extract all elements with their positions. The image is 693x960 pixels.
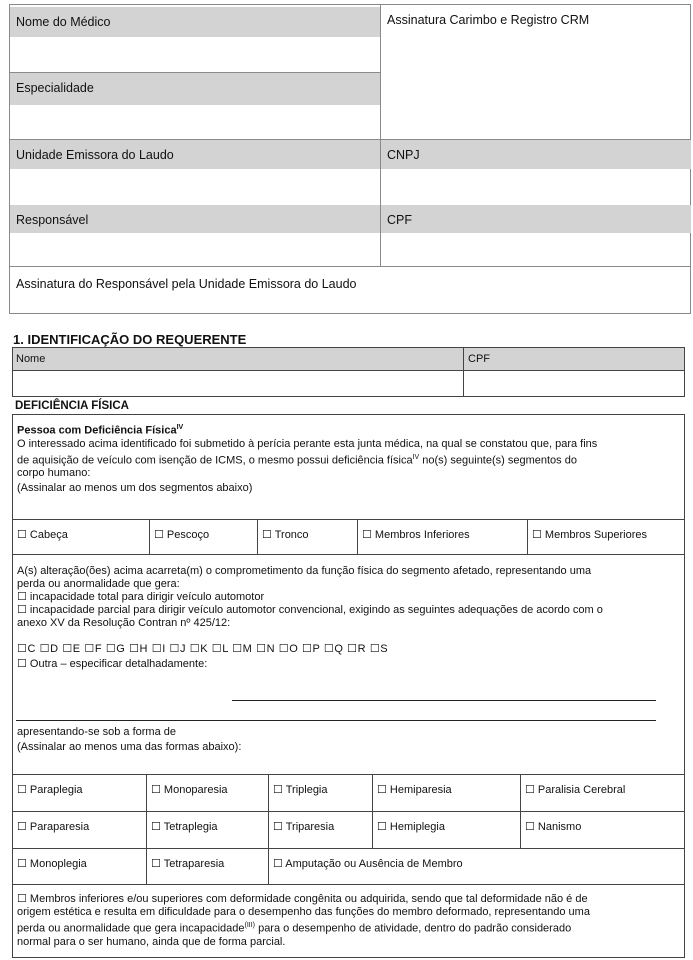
forma-triplegia[interactable]: ☐ Triplegia bbox=[268, 775, 372, 811]
forma-paralisia-cerebral[interactable]: ☐ Paralisia Cerebral bbox=[520, 775, 684, 811]
adequacoes-options[interactable]: ☐C ☐D ☐E ☐F ☐G ☐H ☐I ☐J ☐K ☐L ☐M ☐N ☐O ☐P ☐Q ☐R ☐S bbox=[17, 643, 389, 655]
nome-label: Nome bbox=[16, 353, 46, 365]
nome-label-row bbox=[13, 348, 463, 370]
cnpj-label: CNPJ bbox=[387, 148, 420, 162]
membros-option[interactable]: ☐ Membros inferiores e/ou superiores com deformidade congênita ou adquirida, sendo que tal deformidade não é de bbox=[17, 893, 588, 905]
requerente-table bbox=[12, 347, 685, 397]
segmentos-row bbox=[13, 519, 684, 555]
assinalar-formas: (Assinalar ao menos uma das formas abaixo): bbox=[17, 741, 242, 753]
forma-monoplegia[interactable]: ☐ Monoplegia bbox=[17, 858, 87, 870]
incapacidade-parcial-option[interactable]: ☐ incapacidade parcial para dirigir veículo automotor convencional, exigindo as seguintes adequações de acordo com o bbox=[17, 604, 603, 616]
formas-row-2 bbox=[13, 812, 684, 849]
pessoa-title: Pessoa com Deficiência Física bbox=[17, 424, 177, 437]
segmento-cabeca[interactable]: ☐ Cabeça bbox=[17, 529, 68, 541]
unidade-label-row bbox=[10, 139, 380, 169]
membros-line-2: origem estética e resulta em dificuldade para o desempenho das funções do membro deformado, representando uma bbox=[17, 906, 590, 918]
assinatura-responsavel-field[interactable] bbox=[10, 267, 691, 313]
formas-row-1 bbox=[13, 775, 684, 812]
especialidade-label-row bbox=[10, 73, 380, 105]
responsavel-field[interactable] bbox=[10, 233, 380, 267]
assinatura-responsavel-label: Assinatura do Responsável pela Unidade Emissora do Laudo bbox=[16, 277, 357, 291]
segmento-membros-inferiores[interactable]: ☐ Membros Inferiores bbox=[357, 520, 527, 554]
section1-title: 1. IDENTIFICAÇÃO DO REQUERENTE bbox=[13, 332, 247, 347]
especialidade-field[interactable] bbox=[10, 105, 380, 139]
forma-monoparesia[interactable]: ☐ Monoparesia bbox=[146, 775, 268, 811]
assinalar-segmentos: (Assinalar ao menos um dos segmentos abaixo) bbox=[17, 482, 253, 495]
top-form bbox=[9, 4, 691, 314]
outra-underline-1[interactable] bbox=[232, 700, 656, 701]
alteracao-line-1: A(s) alteração(ões) acima acarreta(m) o comprometimento da função física do segmento afetado, representando uma bbox=[17, 565, 592, 577]
forma-amputacao[interactable]: ☐ Amputação ou Ausência de Membro bbox=[268, 849, 684, 885]
intro-line-2: de aquisição de veículo com isenção de ICMS, o mesmo possui deficiência física$^{IV}$ no(s) seguinte(s) segmentos do bbox=[17, 453, 577, 467]
incapacidade-parcial-line-2: anexo XV da Resolução Contran nº 425/12: bbox=[17, 617, 231, 629]
incapacidade-total-option[interactable]: ☐ incapacidade total para dirigir veículo automotor bbox=[17, 591, 265, 603]
forma-paraplegia[interactable]: ☐ Paraplegia bbox=[17, 784, 83, 796]
cpf-label: CPF bbox=[387, 213, 412, 227]
unidade-field[interactable] bbox=[10, 169, 380, 205]
cpf-field[interactable] bbox=[380, 233, 691, 267]
responsavel-label: Responsável bbox=[16, 213, 89, 227]
cpf-req-label-row bbox=[463, 348, 684, 370]
formas-table bbox=[13, 774, 684, 885]
forma-tetraplegia[interactable]: ☐ Tetraplegia bbox=[146, 812, 268, 848]
assinatura-crm-box[interactable] bbox=[380, 5, 691, 139]
formas-row-3 bbox=[13, 849, 684, 885]
forma-hemiparesia[interactable]: ☐ Hemiparesia bbox=[372, 775, 520, 811]
apresentando-text: apresentando-se sob a forma de bbox=[17, 726, 176, 738]
outra-option[interactable]: ☐ Outra – especificar detalhadamente: bbox=[17, 658, 208, 670]
forma-paraparesia[interactable]: ☐ Paraparesia bbox=[17, 821, 90, 833]
apresentando-block bbox=[17, 726, 682, 754]
forma-tetraparesia[interactable]: ☐ Tetraparesia bbox=[146, 849, 268, 885]
unidade-label: Unidade Emissora do Laudo bbox=[16, 148, 174, 162]
pessoa-sup: IV bbox=[176, 424, 184, 431]
nome-field[interactable] bbox=[13, 370, 463, 396]
responsavel-label-row bbox=[10, 205, 380, 233]
cpf-req-field[interactable] bbox=[463, 370, 684, 396]
outra-underline-2[interactable] bbox=[16, 720, 656, 721]
medico-field[interactable] bbox=[10, 37, 380, 73]
cpf-label-row bbox=[380, 205, 691, 233]
segmento-pescoco[interactable]: ☐ Pescoço bbox=[149, 520, 257, 554]
deficiencia-box bbox=[12, 414, 685, 958]
intro-line-1: O interessado acima identificado foi submetido à perícia perante esta junta médica, na qual se constatou que, para fins bbox=[17, 437, 598, 450]
cpf-req-label: CPF bbox=[468, 353, 490, 365]
alteracao-block bbox=[17, 565, 682, 671]
membros-block bbox=[17, 893, 682, 949]
forma-nanismo[interactable]: ☐ Nanismo bbox=[520, 812, 684, 848]
segmento-tronco[interactable]: ☐ Tronco bbox=[257, 520, 357, 554]
cnpj-field[interactable] bbox=[380, 169, 691, 205]
intro-line-3: corpo humano: bbox=[17, 467, 91, 480]
deficiencia-title: DEFICIÊNCIA FÍSICA bbox=[15, 400, 129, 412]
cnpj-label-row bbox=[380, 139, 691, 169]
especialidade-label: Especialidade bbox=[16, 81, 94, 95]
segmento-membros-superiores[interactable]: ☐ Membros Superiores bbox=[527, 520, 684, 554]
forma-triparesia[interactable]: ☐ Triparesia bbox=[268, 812, 372, 848]
pessoa-block bbox=[17, 421, 682, 495]
medico-label: Nome do Médico bbox=[16, 15, 111, 29]
assinatura-crm-label: Assinatura Carimbo e Registro CRM bbox=[387, 13, 590, 27]
membros-line-4: normal para o ser humano, ainda que de forma parcial. bbox=[17, 935, 286, 948]
medico-label-row bbox=[10, 7, 380, 37]
membros-line-3: perda ou anormalidade que gera incapacidade$^{(III)}$ para o desempenho de atividade, dentro do padrão considerado bbox=[17, 922, 572, 935]
forma-hemiplegia[interactable]: ☐ Hemiplegia bbox=[372, 812, 520, 848]
alteracao-line-2: perda ou anormalidade que gera: bbox=[17, 578, 180, 590]
